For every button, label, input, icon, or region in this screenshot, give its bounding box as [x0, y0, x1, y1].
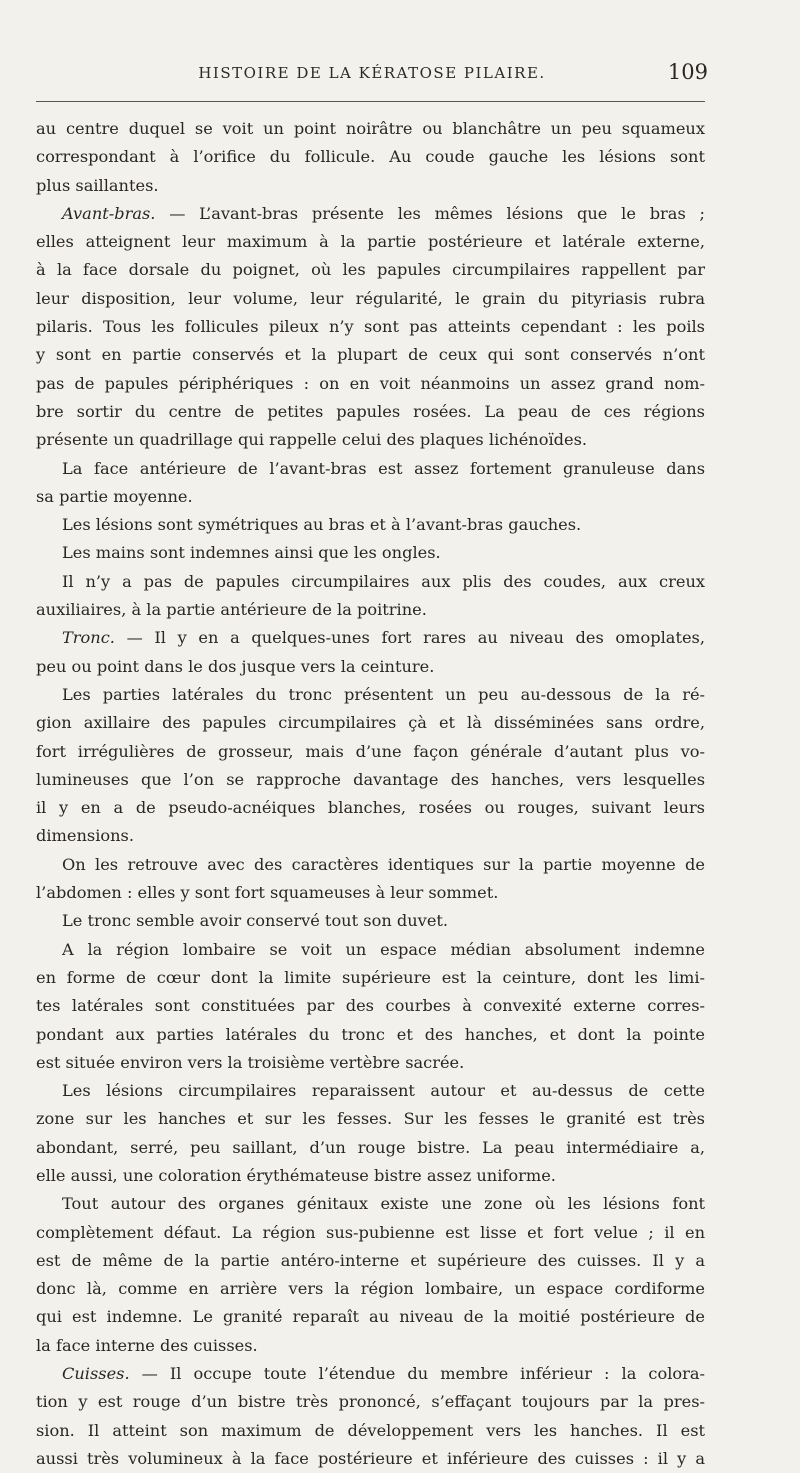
- text-line: [36, 1077, 705, 1105]
- text-line: [36, 1332, 705, 1360]
- line-text: — L’avant-bras présente les mêmes lésions que le bras ;: [155, 203, 705, 223]
- text-line: [36, 568, 705, 596]
- header-rule: [36, 101, 705, 102]
- text-line: [36, 1190, 705, 1218]
- line-text: il y en a de pseudo-acnéiques blanches, rosées ou rouges, suivant leurs: [36, 798, 705, 818]
- line-text: La face antérieure de l’avant-bras est assez fortement granuleuse dans: [62, 458, 705, 478]
- line-text: fort irrégulières de grosseur, mais d’une façon générale d’autant plus vo-: [36, 741, 705, 761]
- text-line: [36, 1049, 705, 1077]
- line-text: pondant aux parties latérales du tronc et des hanches, et dont la pointe: [36, 1024, 705, 1044]
- line-text: elle aussi, une coloration érythémateuse bistre assez uniforme.: [36, 1165, 556, 1185]
- line-text: l’abdomen : elles y sont fort squameuses à leur sommet.: [36, 883, 499, 903]
- line-text: complètement défaut. La région sus-pubienne est lisse et fort velue ; il en: [36, 1222, 705, 1242]
- text-line: [36, 879, 705, 907]
- line-text: A la région lombaire se voit un espace médian absolument indemne: [62, 939, 705, 959]
- line-text: Les parties latérales du tronc présentent un peu au-dessous de la ré-: [62, 684, 705, 704]
- line-text: à la face dorsale du poignet, où les papules circumpilaires rappellent par: [36, 260, 705, 280]
- text-line: [36, 936, 705, 964]
- line-text: sion. Il atteint son maximum de développement vers les hanches. Il est: [36, 1420, 705, 1440]
- line-text: lumineuses que l’on se rapproche davantage des hanches, vers lesquelles: [36, 769, 705, 789]
- text-line: [36, 455, 705, 483]
- text-line: [36, 992, 705, 1020]
- line-text: Les mains sont indemnes ainsi que les ongles.: [62, 543, 441, 563]
- text-line: [36, 426, 705, 454]
- text-line: [36, 370, 705, 398]
- section-heading: Tronc.: [62, 628, 115, 648]
- line-text: peu ou point dans le dos jusque vers la ceinture.: [36, 656, 435, 676]
- line-text: plus saillantes.: [36, 175, 159, 195]
- text-line: [36, 709, 705, 737]
- text-line: [36, 1275, 705, 1303]
- text-line: [36, 1105, 705, 1133]
- text-line: [36, 1219, 705, 1247]
- line-text: — Il y en a quelques-unes fort rares au niveau des omoplates,: [114, 628, 705, 648]
- section-heading: Cuisses.: [62, 1364, 130, 1384]
- line-text: qui est indemne. Le granité reparaît au niveau de la moitié postérieure de: [36, 1307, 705, 1327]
- text-line: [36, 794, 705, 822]
- text-line: [36, 964, 705, 992]
- text-line: [36, 398, 705, 426]
- text-line: [36, 511, 705, 539]
- line-text: abondant, serré, peu saillant, d’un rouge bistre. La peau intermédiaire a,: [36, 1137, 705, 1157]
- text-line: [36, 653, 705, 681]
- text-line: [36, 1247, 705, 1275]
- text-line: [36, 228, 705, 256]
- line-text: Les lésions sont symétriques au bras et à l’avant-bras gauches.: [62, 515, 582, 535]
- line-text: y sont en partie conservés et la plupart de ceux qui sont conservés n’ont: [36, 345, 705, 365]
- text-line: [36, 313, 705, 341]
- text-line: [36, 1388, 705, 1416]
- line-text: Il n’y a pas de papules circumpilaires aux plis des coudes, aux creux: [62, 571, 705, 591]
- line-text: auxiliaires, à la partie antérieure de la poitrine.: [36, 600, 427, 620]
- text-line: [36, 483, 705, 511]
- section-heading: Avant-bras.: [62, 203, 156, 223]
- line-text: tes latérales sont constituées par des courbes à convexité externe corres-: [36, 996, 705, 1016]
- line-text: elles atteignent leur maximum à la partie postérieure et latérale externe,: [36, 232, 705, 252]
- text-line: [36, 1021, 705, 1049]
- line-text: pas de papules périphériques : on en voit néanmoins un assez grand nom-: [36, 373, 705, 393]
- line-text: est de même de la partie antéro-interne et supérieure des cuisses. Il y a: [36, 1250, 705, 1270]
- line-text: On les retrouve avec des caractères identiques sur la partie moyenne de: [62, 854, 705, 874]
- text-line: [36, 766, 705, 794]
- text-line: [36, 1303, 705, 1331]
- text-line: [36, 341, 705, 369]
- line-text: donc là, comme en arrière vers la région lombaire, un espace cordiforme: [36, 1279, 705, 1299]
- text-line: [36, 1360, 705, 1388]
- text-line: [36, 1162, 705, 1190]
- running-head: [36, 60, 708, 90]
- text-line: [36, 200, 705, 228]
- text-line: [36, 596, 705, 624]
- text-line: [36, 539, 705, 567]
- text-line: [36, 681, 705, 709]
- text-line: [36, 822, 705, 850]
- line-text: présente un quadrillage qui rappelle celui des plaques lichénoïdes.: [36, 430, 588, 450]
- line-text: Les lésions circumpilaires reparaissent autour et au-dessus de cette: [62, 1081, 705, 1101]
- line-text: aussi très volumineux à la face postérieure et inférieure des cuisses : il y a: [36, 1448, 705, 1468]
- line-text: Tout autour des organes génitaux existe une zone où les lésions font: [62, 1194, 705, 1214]
- text-line: [36, 624, 705, 652]
- text-line: [36, 851, 705, 879]
- line-text: zone sur les hanches et sur les fesses. Sur les fesses le granité est très: [36, 1109, 705, 1129]
- line-text: est située environ vers la troisième vertèbre sacrée.: [36, 1052, 465, 1072]
- body-text: [36, 115, 705, 1473]
- line-text: sa partie moyenne.: [36, 486, 193, 506]
- line-text: tion y est rouge d’un bistre très prononcé, s’effaçant toujours par la pres-: [36, 1392, 705, 1412]
- text-line: [36, 256, 705, 284]
- page-number: 109: [667, 60, 708, 84]
- line-text: la face interne des cuisses.: [36, 1335, 258, 1355]
- line-text: bre sortir du centre de petites papules rosées. La peau de ces régions: [36, 401, 705, 421]
- text-line: [36, 738, 705, 766]
- text-line: [36, 1134, 705, 1162]
- text-line: [36, 115, 705, 143]
- line-text: correspondant à l’orifice du follicule. Au coude gauche les lésions sont: [36, 147, 705, 167]
- text-line: [36, 172, 705, 200]
- line-text: au centre duquel se voit un point noirâtre ou blanchâtre un peu squameux: [36, 119, 705, 138]
- line-text: pilaris. Tous les follicules pileux n’y sont pas atteints cependant : les poils: [36, 317, 705, 337]
- line-text: gion axillaire des papules circumpilaires çà et là disséminées sans ordre,: [36, 713, 705, 733]
- line-text: leur disposition, leur volume, leur régularité, le grain du pityriasis rubra: [36, 288, 705, 308]
- line-text: — Il occupe toute l’étendue du membre inférieur : la colora-: [129, 1364, 705, 1384]
- line-text: Le tronc semble avoir conservé tout son duvet.: [62, 911, 449, 931]
- running-title: HISTOIRE DE LA KÉRATOSE PILAIRE.: [198, 64, 546, 82]
- text-line: [36, 285, 705, 313]
- text-line: [36, 1445, 705, 1473]
- line-text: en forme de cœur dont la limite supérieure est la ceinture, dont les limi-: [36, 967, 705, 987]
- text-line: [36, 907, 705, 935]
- text-line: [36, 143, 705, 171]
- line-text: dimensions.: [36, 826, 135, 846]
